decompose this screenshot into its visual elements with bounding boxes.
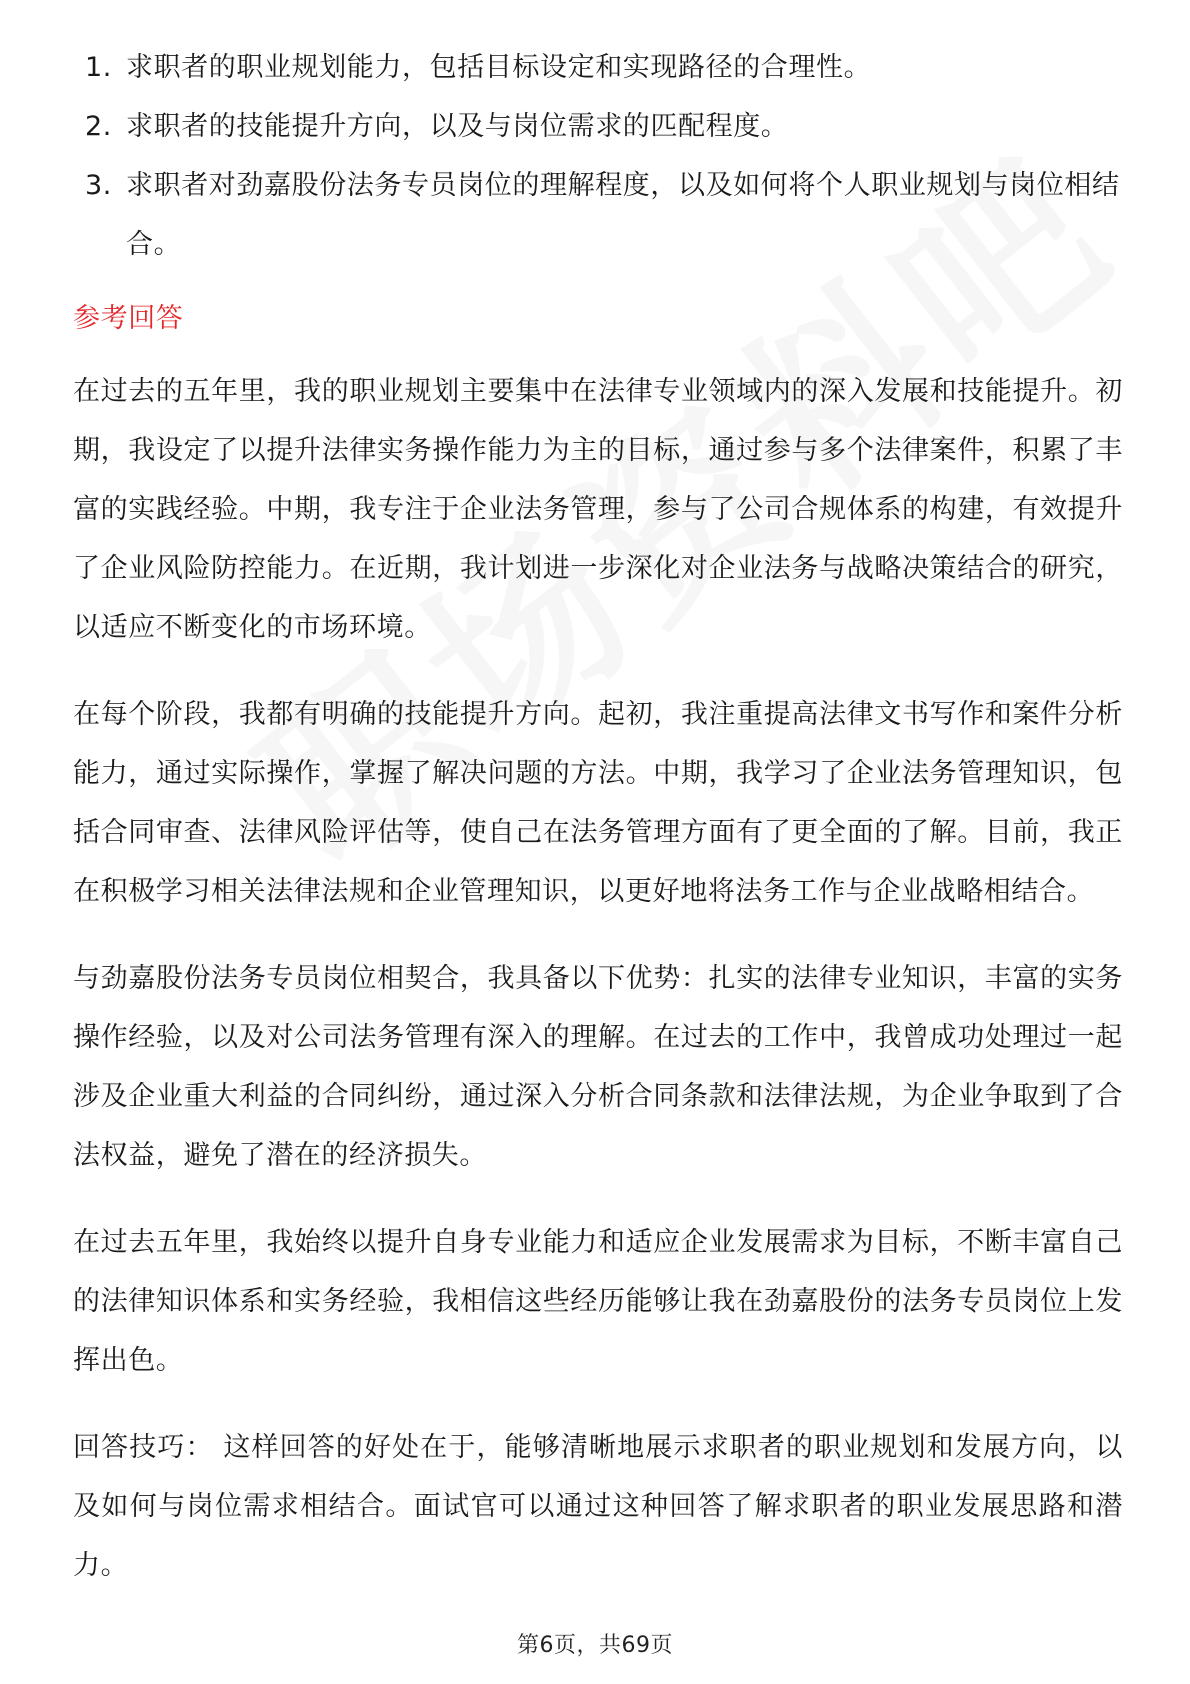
- list-item-number: 1.: [85, 52, 112, 83]
- answer-paragraph: 在每个阶段，我都有明确的技能提升方向。起初，我注重提高法律文书写作和案件分析能力，通过实际操作，掌握了解决问题的方法。中期，我学习了企业法务管理知识，包括合同审查、法律风险评估等，使自己在法务管理方面有了更全面的了解。目前，我正在积极学习相关法律法规和企业管理知识，以更好地将法务工作与企业战略相结合。: [73, 699, 1123, 907]
- page-number: 第6页，共69页: [517, 1633, 673, 1658]
- answer-paragraph: 在过去五年里，我始终以提升自身专业能力和适应企业发展需求为目标，不断丰富自己的法律知识体系和实务经验，我相信这些经历能够让我在劲嘉股份的法务专员岗位上发挥出色。: [73, 1227, 1123, 1376]
- focus-points-list: [73, 38, 1123, 274]
- list-item: [73, 38, 1123, 97]
- list-item: [73, 97, 1123, 156]
- answer-tip: 回答技巧： 这样回答的好处在于，能够清晰地展示求职者的职业规划和发展方向，以及如何与岗位需求相结合。面试官可以通过这种回答了解求职者的职业发展思路和潜力。: [73, 1432, 1123, 1581]
- list-item-text: 求职者的职业规划能力，包括目标设定和实现路径的合理性。: [126, 52, 872, 83]
- list-item: [73, 156, 1123, 274]
- list-item-number: 3.: [85, 170, 112, 201]
- list-item-text: 求职者的技能提升方向，以及与岗位需求的匹配程度。: [126, 111, 789, 142]
- answer-paragraph: 在过去的五年里，我的职业规划主要集中在法律专业领域内的深入发展和技能提升。初期，我设定了以提升法律实务操作能力为主的目标，通过参与多个法律案件，积累了丰富的实践经验。中期，我专注于企业法务管理，参与了公司合规体系的构建，有效提升了企业风险防控能力。在近期，我计划进一步深化对企业法务与战略决策结合的研究，以适应不断变化的市场环境。: [73, 376, 1123, 643]
- reference-answer-heading: 参考回答: [73, 303, 184, 334]
- page-content: [73, 38, 1123, 1595]
- list-item-number: 2.: [85, 111, 112, 142]
- answer-paragraph: 与劲嘉股份法务专员岗位相契合，我具备以下优势：扎实的法律专业知识，丰富的实务操作经验，以及对公司法务管理有深入的理解。在过去的工作中，我曾成功处理过一起涉及企业重大利益的合同纠纷，通过深入分析合同条款和法律法规，为企业争取到了合法权益，避免了潜在的经济损失。: [73, 963, 1123, 1171]
- list-item-text: 求职者对劲嘉股份法务专员岗位的理解程度，以及如何将个人职业规划与岗位相结合。: [126, 170, 1120, 260]
